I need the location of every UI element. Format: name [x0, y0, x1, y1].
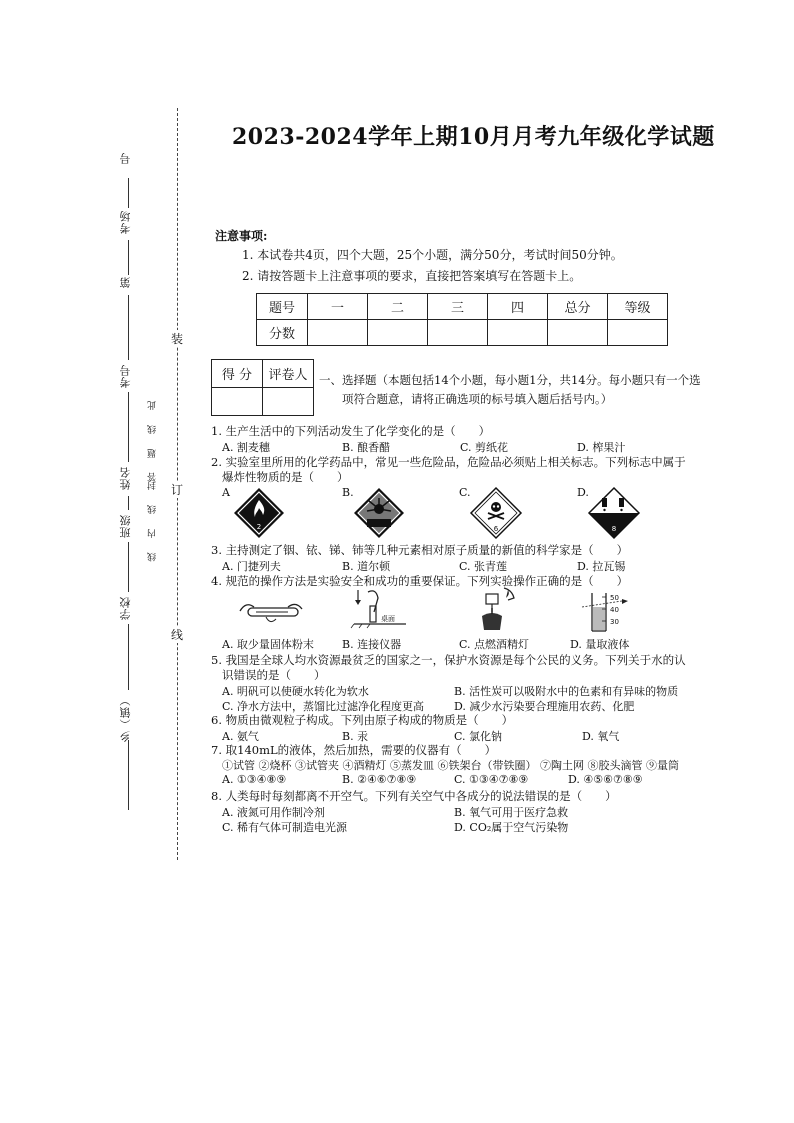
label-kaohao: 考号 [119, 364, 132, 388]
notes-item: 1. 本试卷共4页，四个大题，25个小题，满分50分，考试时间50分钟。 [242, 248, 623, 262]
sign-a-number: 2 [256, 523, 262, 531]
blank-line [128, 295, 129, 360]
rotated-notice-1: 答 题 线 此 [148, 395, 158, 482]
rotated-notice-2: 线 内 线 封 [148, 475, 158, 562]
test-tube-powder-figure-icon [236, 593, 306, 631]
score-cell [608, 320, 668, 346]
graduated-cylinder-figure-icon [582, 589, 638, 633]
q4-option-a: A. 取少量固体粉末 [222, 638, 314, 651]
question-7-apparatus-list: ①试管 ②烧杯 ③试管夹 ④酒精灯 ⑤蒸发皿 ⑥铁架台（带铁圈） ⑦陶土网 ⑧胶头滴管 ⑨量筒 [222, 759, 679, 772]
q8-option-c: C. 稀有气体可制造电光源 [222, 821, 348, 834]
question-6-stem: 6. 物质由微观粒子构成。下列由原子构成的物质是（ ） [211, 713, 514, 727]
q7-option-a: A. ①③④⑧⑨ [222, 773, 287, 786]
q4-option-c: C. 点燃酒精灯 [459, 638, 530, 651]
notes-heading: 注意事项: [215, 229, 268, 243]
q1-option-a: A. 割麦穗 [222, 441, 270, 454]
q7-option-d: D. ④⑤⑥⑦⑧⑨ [568, 773, 643, 786]
alcohol-lamp-figure-icon [478, 586, 526, 634]
q8-option-d: D. CO₂属于空气污染物 [454, 821, 569, 834]
blank-line [128, 392, 129, 462]
label-hao: 号 [119, 152, 132, 164]
question-2-stem-cont: 爆炸性物质的是（ ） [222, 470, 349, 484]
score-header-cell: 四 [488, 294, 548, 320]
fig-b-desk-label: 桌面 [381, 615, 395, 623]
q2-option-b: B. [342, 486, 354, 499]
question-7-stem: 7. 取140mL的液体，然后加热，需要的仪器有（ ） [211, 743, 497, 757]
blank-line [128, 178, 129, 208]
score-cell [368, 320, 428, 346]
q6-option-b: B. 汞 [342, 730, 369, 743]
q3-option-a: A. 门捷列夫 [222, 560, 281, 573]
label-xiangzhen: 乡（镇） [119, 694, 132, 742]
question-1-stem: 1. 生产生活中的下列活动发生了化学变化的是（ ） [211, 424, 491, 438]
grader-table [211, 359, 314, 416]
score-table-header-row [257, 294, 668, 320]
q7-option-b: B. ②④⑥⑦⑧⑨ [342, 773, 417, 786]
explosive-sign-icon [353, 487, 405, 539]
q5-option-a: A. 明矾可以使硬水转化为软水 [222, 685, 369, 698]
q3-option-c: C. 张青莲 [459, 560, 508, 573]
q1-option-b: B. 酿香醋 [342, 441, 391, 454]
score-cell [548, 320, 608, 346]
q8-option-b: B. 氧气可用于医疗急救 [454, 806, 569, 819]
q4-option-d: D. 量取液体 [570, 638, 630, 651]
section1-instruction: 一、选择题（本题包括14个小题，每小题1分，共14分。每小题只有一个选 [319, 373, 701, 387]
score-cell [308, 320, 368, 346]
label-zhuang: 装 [171, 332, 184, 346]
q5-option-b: B. 活性炭可以吸附水中的色素和有异味的物质 [454, 685, 679, 698]
flammable-sign-icon [233, 487, 285, 539]
q7-option-c: C. ①③④⑦⑧⑨ [454, 773, 529, 786]
blank-line [128, 542, 129, 592]
question-4-stem: 4. 规范的操作方法是实验安全和成功的重要保证。下列实验操作正确的是（ ） [211, 574, 629, 588]
q8-option-a: A. 液氮可用作制冷剂 [222, 806, 325, 819]
fig-d-tick-30: 30 [610, 618, 619, 626]
q6-option-d: D. 氧气 [582, 730, 620, 743]
grader-score-cell [212, 388, 263, 416]
q2-option-c: C. [459, 486, 471, 499]
label-ding: 订 [171, 483, 184, 497]
score-row-label: 分数 [257, 320, 308, 346]
score-header-cell: 等级 [608, 294, 668, 320]
label-kaochang: 考场 [119, 210, 132, 234]
label-xian: 线 [171, 628, 184, 642]
score-header-cell: 二 [368, 294, 428, 320]
score-header-cell: 一 [308, 294, 368, 320]
blank-line [128, 740, 129, 810]
grader-score-label: 得 分 [212, 360, 263, 388]
score-cell [488, 320, 548, 346]
score-table [256, 293, 668, 346]
score-header-cell: 总分 [548, 294, 608, 320]
q5-option-d: D. 减少水污染要合理施用农药、化肥 [454, 700, 635, 713]
sign-d-number: 8 [611, 525, 617, 533]
blank-line [128, 240, 129, 275]
fig-d-tick-50: 50 [610, 594, 619, 602]
q2-option-a: A [222, 486, 230, 499]
q2-option-d: D. [577, 486, 589, 499]
q6-option-a: A. 氨气 [222, 730, 259, 743]
q3-option-b: B. 道尔顿 [342, 560, 391, 573]
question-8-stem: 8. 人类每时每刻都离不开空气。下列有关空气中各成分的说法错误的是（ ） [211, 789, 617, 803]
q1-option-d: D. 榨果汁 [577, 441, 626, 454]
connect-apparatus-figure-icon [350, 588, 410, 632]
label-xuexiao: 学校 [119, 596, 132, 620]
blank-line [128, 624, 129, 690]
section1-instruction: 项符合题意，请将正确选项的标号填入题后括号内。） [342, 392, 613, 406]
q3-option-d: D. 拉瓦锡 [577, 560, 626, 573]
q6-option-c: C. 氯化钠 [454, 730, 503, 743]
notes-item: 2. 请按答题卡上注意事项的要求，直接把答案填写在答题卡上。 [242, 269, 582, 283]
toxic-sign-icon [470, 487, 522, 539]
label-xingming: 姓名 [119, 466, 132, 490]
question-2-stem: 2. 实验室里所用的化学药品中，常见一些危险品，危险品必须贴上相关标志。下列标志中属于 [211, 455, 686, 469]
q1-option-c: C. 剪纸花 [460, 441, 509, 454]
grader-name-label: 评卷人 [263, 360, 314, 388]
grader-name-cell [263, 388, 314, 416]
score-header-cell: 题号 [257, 294, 308, 320]
q5-option-c: C. 净水方法中，蒸馏比过滤净化程度更高 [222, 700, 425, 713]
corrosive-sign-icon [588, 487, 640, 539]
question-5-stem: 5. 我国是全球人均水资源最贫乏的国家之一，保护水资源是每个公民的义务。下列关于水的认 [211, 653, 686, 667]
score-table-score-row [257, 320, 668, 346]
q4-option-b: B. 连接仪器 [342, 638, 402, 651]
score-cell [428, 320, 488, 346]
blank-line [128, 496, 129, 510]
label-di: 第 [119, 276, 132, 288]
question-5-stem-cont: 识错误的是（ ） [222, 668, 326, 682]
page-title: 2023-2024学年上期10月月考九年级化学试题 [232, 124, 715, 150]
question-3-stem: 3. 主持测定了铟、铱、锑、铈等几种元素相对原子质量的新值的科学家是（ ） [211, 543, 629, 557]
fig-d-tick-40: 40 [610, 606, 619, 614]
label-banji: 班级 [119, 514, 132, 538]
sign-c-number: 6 [493, 525, 499, 533]
score-header-cell: 三 [428, 294, 488, 320]
